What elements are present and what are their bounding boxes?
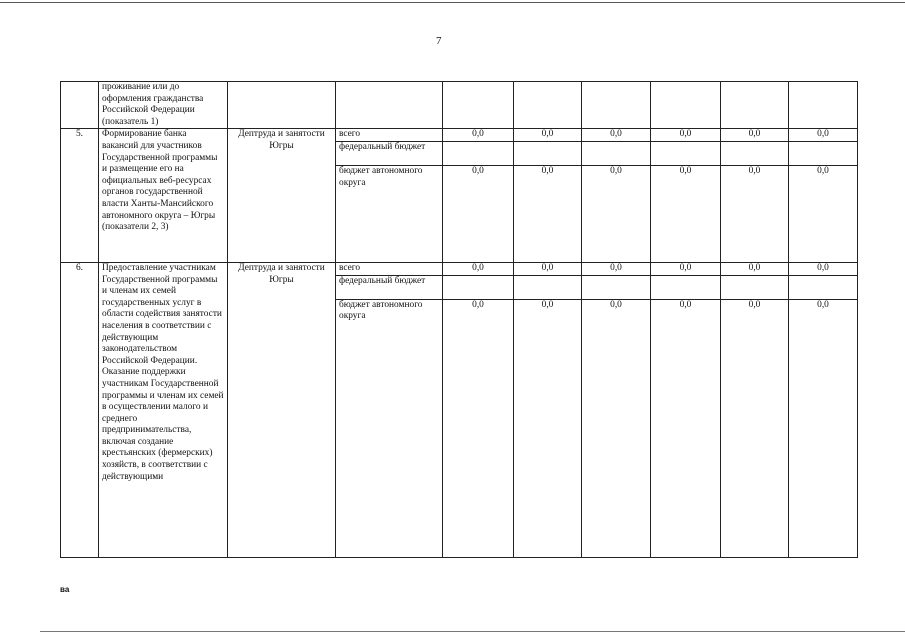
value-cell: 0,0 [789,165,858,262]
value-cell: 0,0 [582,165,651,262]
scan-edge-top [0,2,905,3]
value-cell: 0,0 [721,299,789,557]
activity-cell: Формирование банка вакансий для участников Государственной программы и размещение его на официальных веб-ресурсах органов государственной власти Ханты-Мансийского автономного округа – Югры (показатели 2, 3) [99,129,228,263]
value-cell: 0,0 [582,299,651,557]
executor-cell: Дептруда и занятости Югры [228,129,336,263]
source-cell [336,82,443,129]
table-row [61,262,858,275]
value-cell: 0,0 [651,165,721,262]
value-cell [721,82,789,129]
continuation-row [61,82,858,129]
source-cell: федеральный бюджет [336,141,443,165]
value-cell [789,141,858,165]
row-number: 6. [61,262,99,557]
executor-cell: Дептруда и занятости Югры [228,262,336,557]
footer-mark: ва [60,585,70,594]
value-cell: 0,0 [651,129,721,142]
value-cell: 0,0 [582,129,651,142]
table-row [61,129,858,142]
value-cell: 0,0 [721,129,789,142]
value-cell: 0,0 [514,165,582,262]
value-cell [443,141,514,165]
budget-table [60,81,858,558]
value-cell: 0,0 [443,165,514,262]
value-cell: 0,0 [443,262,514,275]
row-number: 5. [61,129,99,263]
value-cell [789,82,858,129]
value-cell [443,82,514,129]
value-cell [514,82,582,129]
value-cell [721,275,789,299]
value-cell: 0,0 [582,262,651,275]
value-cell [582,82,651,129]
scan-edge-bottom [40,631,905,632]
executor-cell [228,82,336,129]
activity-cell: проживание или до оформления гражданства Российской Федерации (показатель 1) [99,82,228,129]
source-cell: бюджет автономного округа [336,299,443,557]
value-cell [651,141,721,165]
value-cell [514,275,582,299]
value-cell: 0,0 [789,299,858,557]
number-cell [61,82,99,129]
source-cell: федеральный бюджет [336,275,443,299]
value-cell: 0,0 [514,262,582,275]
source-cell: всего [336,262,443,275]
value-cell: 0,0 [789,262,858,275]
value-cell: 0,0 [651,299,721,557]
value-cell: 0,0 [443,299,514,557]
value-cell: 0,0 [514,129,582,142]
value-cell: 0,0 [721,262,789,275]
value-cell [789,275,858,299]
value-cell: 0,0 [443,129,514,142]
value-cell [651,275,721,299]
value-cell [582,275,651,299]
value-cell [582,141,651,165]
page-number: 7 [436,35,442,47]
value-cell: 0,0 [789,129,858,142]
value-cell: 0,0 [721,165,789,262]
value-cell [443,275,514,299]
value-cell: 0,0 [651,262,721,275]
value-cell [514,141,582,165]
source-cell: всего [336,129,443,142]
source-cell: бюджет автономного округа [336,165,443,262]
activity-cell: Предоставление участникам Государственной программы и членам их семей государственных услуг в области содействия занятости населения в соответствии с действующим законодательством Российской Федерации. Оказание поддержки участникам Государственной программы и членам их семей в осуществлении малого и среднего предпринимательства, включая создание крестьянских (фермерских) хозяйств, в соответствии с действующими [99,262,228,557]
value-cell [721,141,789,165]
value-cell [651,82,721,129]
value-cell: 0,0 [514,299,582,557]
